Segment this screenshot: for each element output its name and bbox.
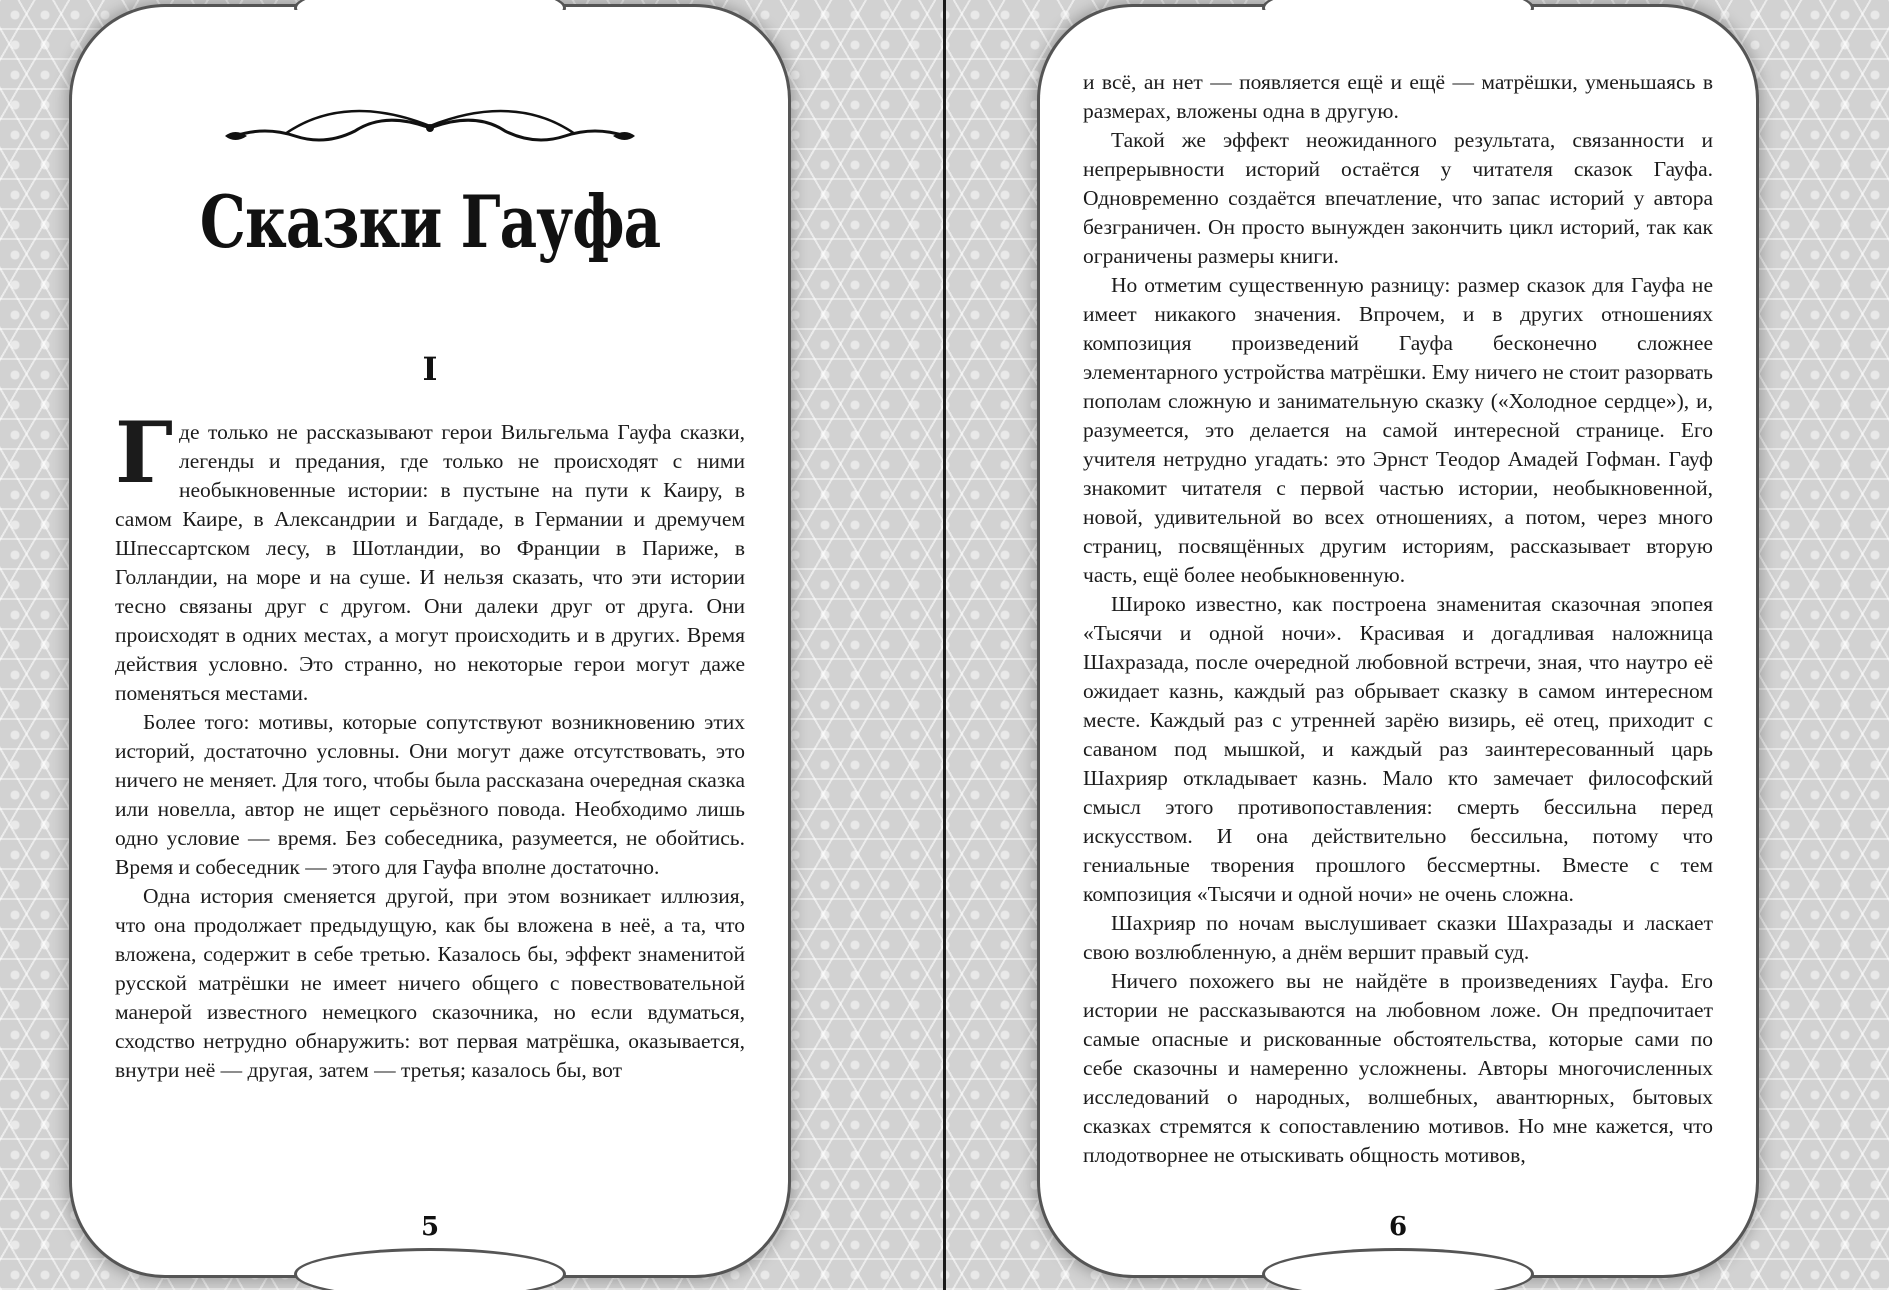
chapter-number: I [422, 350, 438, 388]
paragraph: Но отметим существенную разницу: размер сказок для Гауфа не имеет никакого значения. Впрочем, и в других отношениях композиция произведений Гауфа бесконечно сложнее элементарного устройства матрёшки. Ему ничего не стоит разорвать пополам сложную и занимательную сказку («Холодное сердце»), и, разумеется, это делается на самой интересной странице. Его учителя нетрудно угадать: это Эрнст Теодор Амадей Гофман. Гауф знакомит читателя с первой частью истории, необыкновенной, новой, удивительной во всех отношениях, а потом, через много страниц, посвящённых другим историям, рассказывает вторую часть, ещё более необыкновенную. [1083, 273, 1713, 587]
page-number: 5 [420, 1212, 440, 1242]
left-page-text [115, 403, 745, 1085]
paragraph: Более того: мотивы, которые сопутствуют возникновению этих историй, достаточно условны. Они могут даже отсутствовать, это ничего не меняет. Для того, чтобы была рассказана очередная сказка или новелла, автор не ищет серьёзного повода. Необходимо лишь одно условие — время. Без собеседника, разумеется, не обойтись. Время и собеседник — этого для Гауфа вполне достаточно. [115, 710, 745, 879]
page-number: 6 [1388, 1212, 1408, 1242]
paragraph: Такой же эффект неожиданного результата, связанности и непрерывности историй остаётся у читателя сказок Гауфа. Одновременно создаётся впечатление, что запас историй у автора безграничен. Он просто вынужден закончить цикл историй, так как ограничены размеры книги. [1083, 128, 1713, 268]
paragraph: Одна история сменяется другой, при этом возникает иллюзия, что она продолжает предыдущую, как бы вложена в неё, а та, что вложена, содержит в себе третью. Казалось бы, эффект знаменитой русской матрёшки не имеет ничего общего с повествовательной манерой известного немецкого сказочника, но если вдуматься, сходство нетрудно обнаружить: вот первая матрёшка, оказывается, внутри неё — другая, затем — третья; казалось бы, вот [115, 884, 745, 1082]
right-page [945, 0, 1889, 1290]
paragraph: и всё, ан нет — появляется ещё и ещё — матрёшки, уменьшаясь в размерах, вложены одна в другую. [1083, 70, 1713, 123]
right-page-text [1083, 68, 1713, 1170]
drop-cap: Г [115, 403, 173, 502]
paragraph: Широко известно, как построена знаменитая сказочная эпопея «Тысячи и одной ночи». Красивая и догадливая наложница Шахразада, после очередной любовной встречи, зная, что наутро её ожидает казнь, каждый раз обрывает сказку в самом интересном месте. Каждый раз с утренней зарёю визирь, её отец, приходит с саваном под мышкой, и каждый раз заинтересованный царь Шахрияр откладывает казнь. Мало кто замечает философский смысл этого противопоставления: смерть бессильна перед искусством. И она действительно бессильна, потому что гениальные творения прошлого бессмертны. Вместе с тем композиция «Тысячи и одной ночи» не очень сложна. [1083, 592, 1713, 906]
paragraph: Где только не рассказывают герои Вильгельма Гауфа сказки, легенды и предания, где только не происходят с ними необыкновенные истории: в пустыне на пути к Каиру, в самом Каире, в Александрии и Багдаде, в Германии и дремучем Шпессартском лесу, в Шотландии, во Франции в Париже, в Голландии, на море и на суше. И нельзя сказать, что эти истории тесно связаны друг с другом. Они далеки друг от друга. Они происходят в одних местах, а могут происходить и в других. Время действия условно. Это странно, но некоторые герои могут даже поменяться местами. [115, 403, 745, 705]
left-page-frame [75, 10, 785, 1272]
paragraph: Ничего похожего вы не найдёте в произведениях Гауфа. Его истории не рассказываются на любовном ложе. Он предпочитает самые опасные и рискованные обстоятельства, которые сами по себе сказочны и намеренно усложнены. Авторы многочисленных исследований о народных, волшебных, авантюрных, бытовых сказках стремятся к сопоставлению мотивов. Но мне кажется, что плодотворнее не отыскивать общность мотивов, [1083, 969, 1713, 1167]
ornament-divider-icon [225, 106, 635, 154]
book-title: Сказки Гауфа [199, 179, 661, 265]
left-page [0, 0, 944, 1290]
paragraph: Шахрияр по ночам выслушивает сказки Шахразады и ласкает свою возлюбленную, а днём вершит правый суд. [1083, 911, 1713, 964]
right-page-frame [1043, 10, 1753, 1272]
